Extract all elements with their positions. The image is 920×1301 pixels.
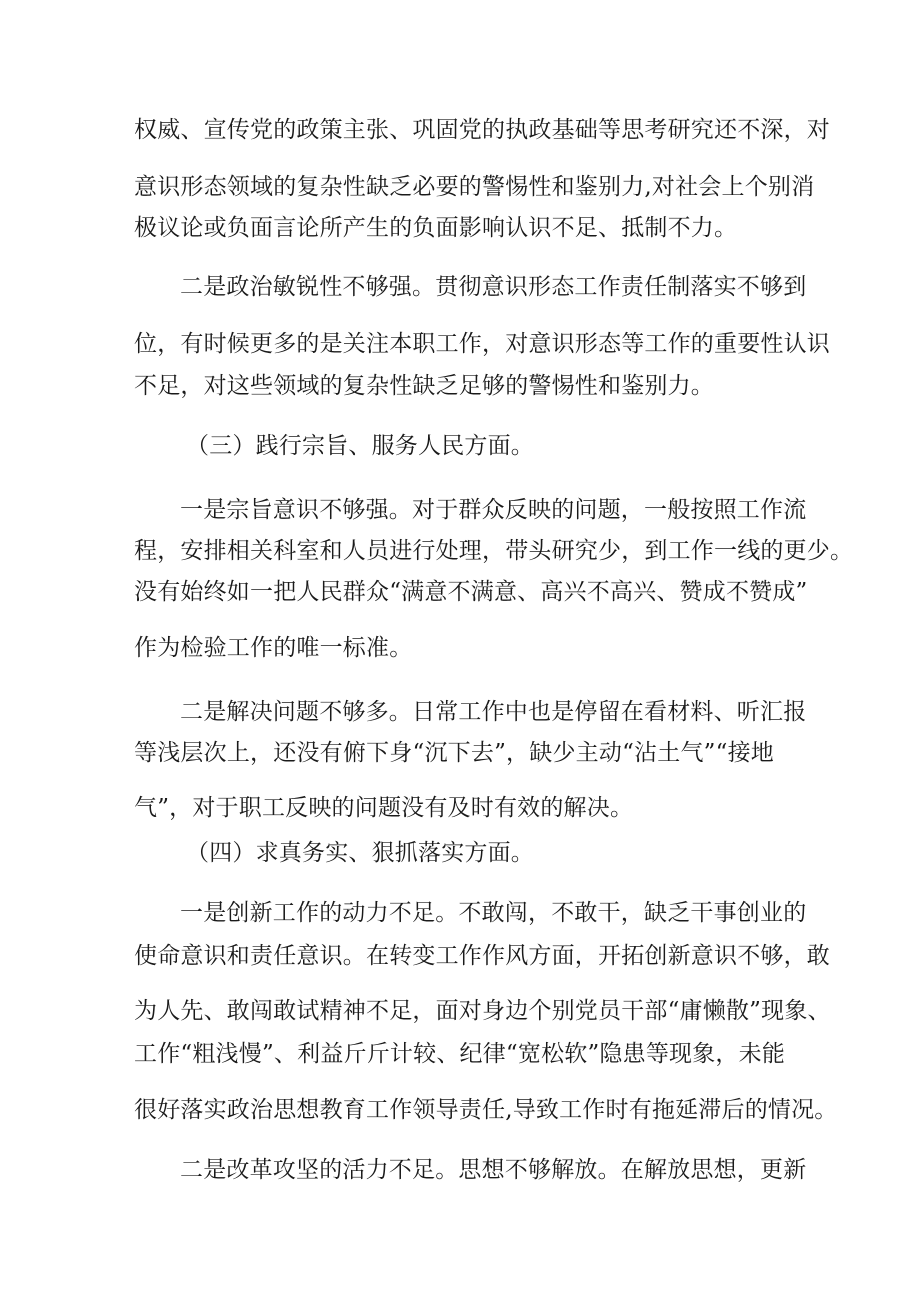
text-line: 位，有时候更多的是关注本职工作，对意识形态等工作的重要性认识	[134, 331, 830, 357]
text-line: 极议论或负面言论所产生的负面影响认识不足、抵制不力。	[134, 215, 738, 241]
text-line: 没有始终如一把人民群众“满意不满意、高兴不高兴、赞成不赞成”	[134, 579, 808, 605]
text-line: 二是解决问题不够多。日常工作中也是停留在看材料、听汇报	[180, 699, 807, 725]
section-heading: （三）践行宗旨、服务人民方面。	[186, 433, 534, 459]
text-line: 二是政治敏锐性不够强。贯彻意识形态工作责任制落实不够到	[180, 274, 807, 300]
text-line: 工作“粗浅慢”、利益斤斤计较、纪律“宽松软”隐患等现象，未能	[134, 1041, 786, 1067]
text-line: 不足，对这些领域的复杂性缺乏足够的警惕性和鉴别力。	[134, 373, 714, 399]
text-line: 等浅层次上，还没有俯下身“沉下去”，缺少主动“沾土气”“接地	[134, 740, 774, 766]
section-heading: （四）求真务实、狠抓落实方面。	[186, 840, 534, 866]
text-line: 程，安排相关科室和人员进行处理，带头研究少，到工作一线的更少。	[134, 538, 854, 564]
text-line: 一是创新工作的动力不足。不敢闯，不敢干，缺乏干事创业的	[180, 900, 807, 926]
text-line: 二是改革攻坚的活力不足。思想不够解放。在解放思想，更新	[180, 1157, 807, 1183]
text-line: 权威、宣传党的政策主张、巩固党的执政基础等思考研究还不深，对	[134, 117, 830, 143]
text-line: 气”，对于职工反映的问题没有及时有效的解决。	[134, 795, 634, 821]
text-line: 为人先、敢闯敢试精神不足，面对身边个别党员干部“庸懒散”现象、	[134, 998, 831, 1024]
text-line: 很好落实政治思想教育工作领导责任,导致工作时有拖延滞后的情况。	[134, 1097, 838, 1123]
text-line: 意识形态领域的复杂性缺乏必要的警惕性和鉴别力,对社会上个别消	[134, 174, 815, 200]
text-line: 一是宗旨意识不够强。对于群众反映的问题，一般按照工作流	[180, 497, 807, 523]
text-line: 使命意识和责任意识。在转变工作作风方面，开拓创新意识不够，敢	[134, 943, 830, 969]
text-line: 作为检验工作的唯一标准。	[134, 635, 413, 661]
